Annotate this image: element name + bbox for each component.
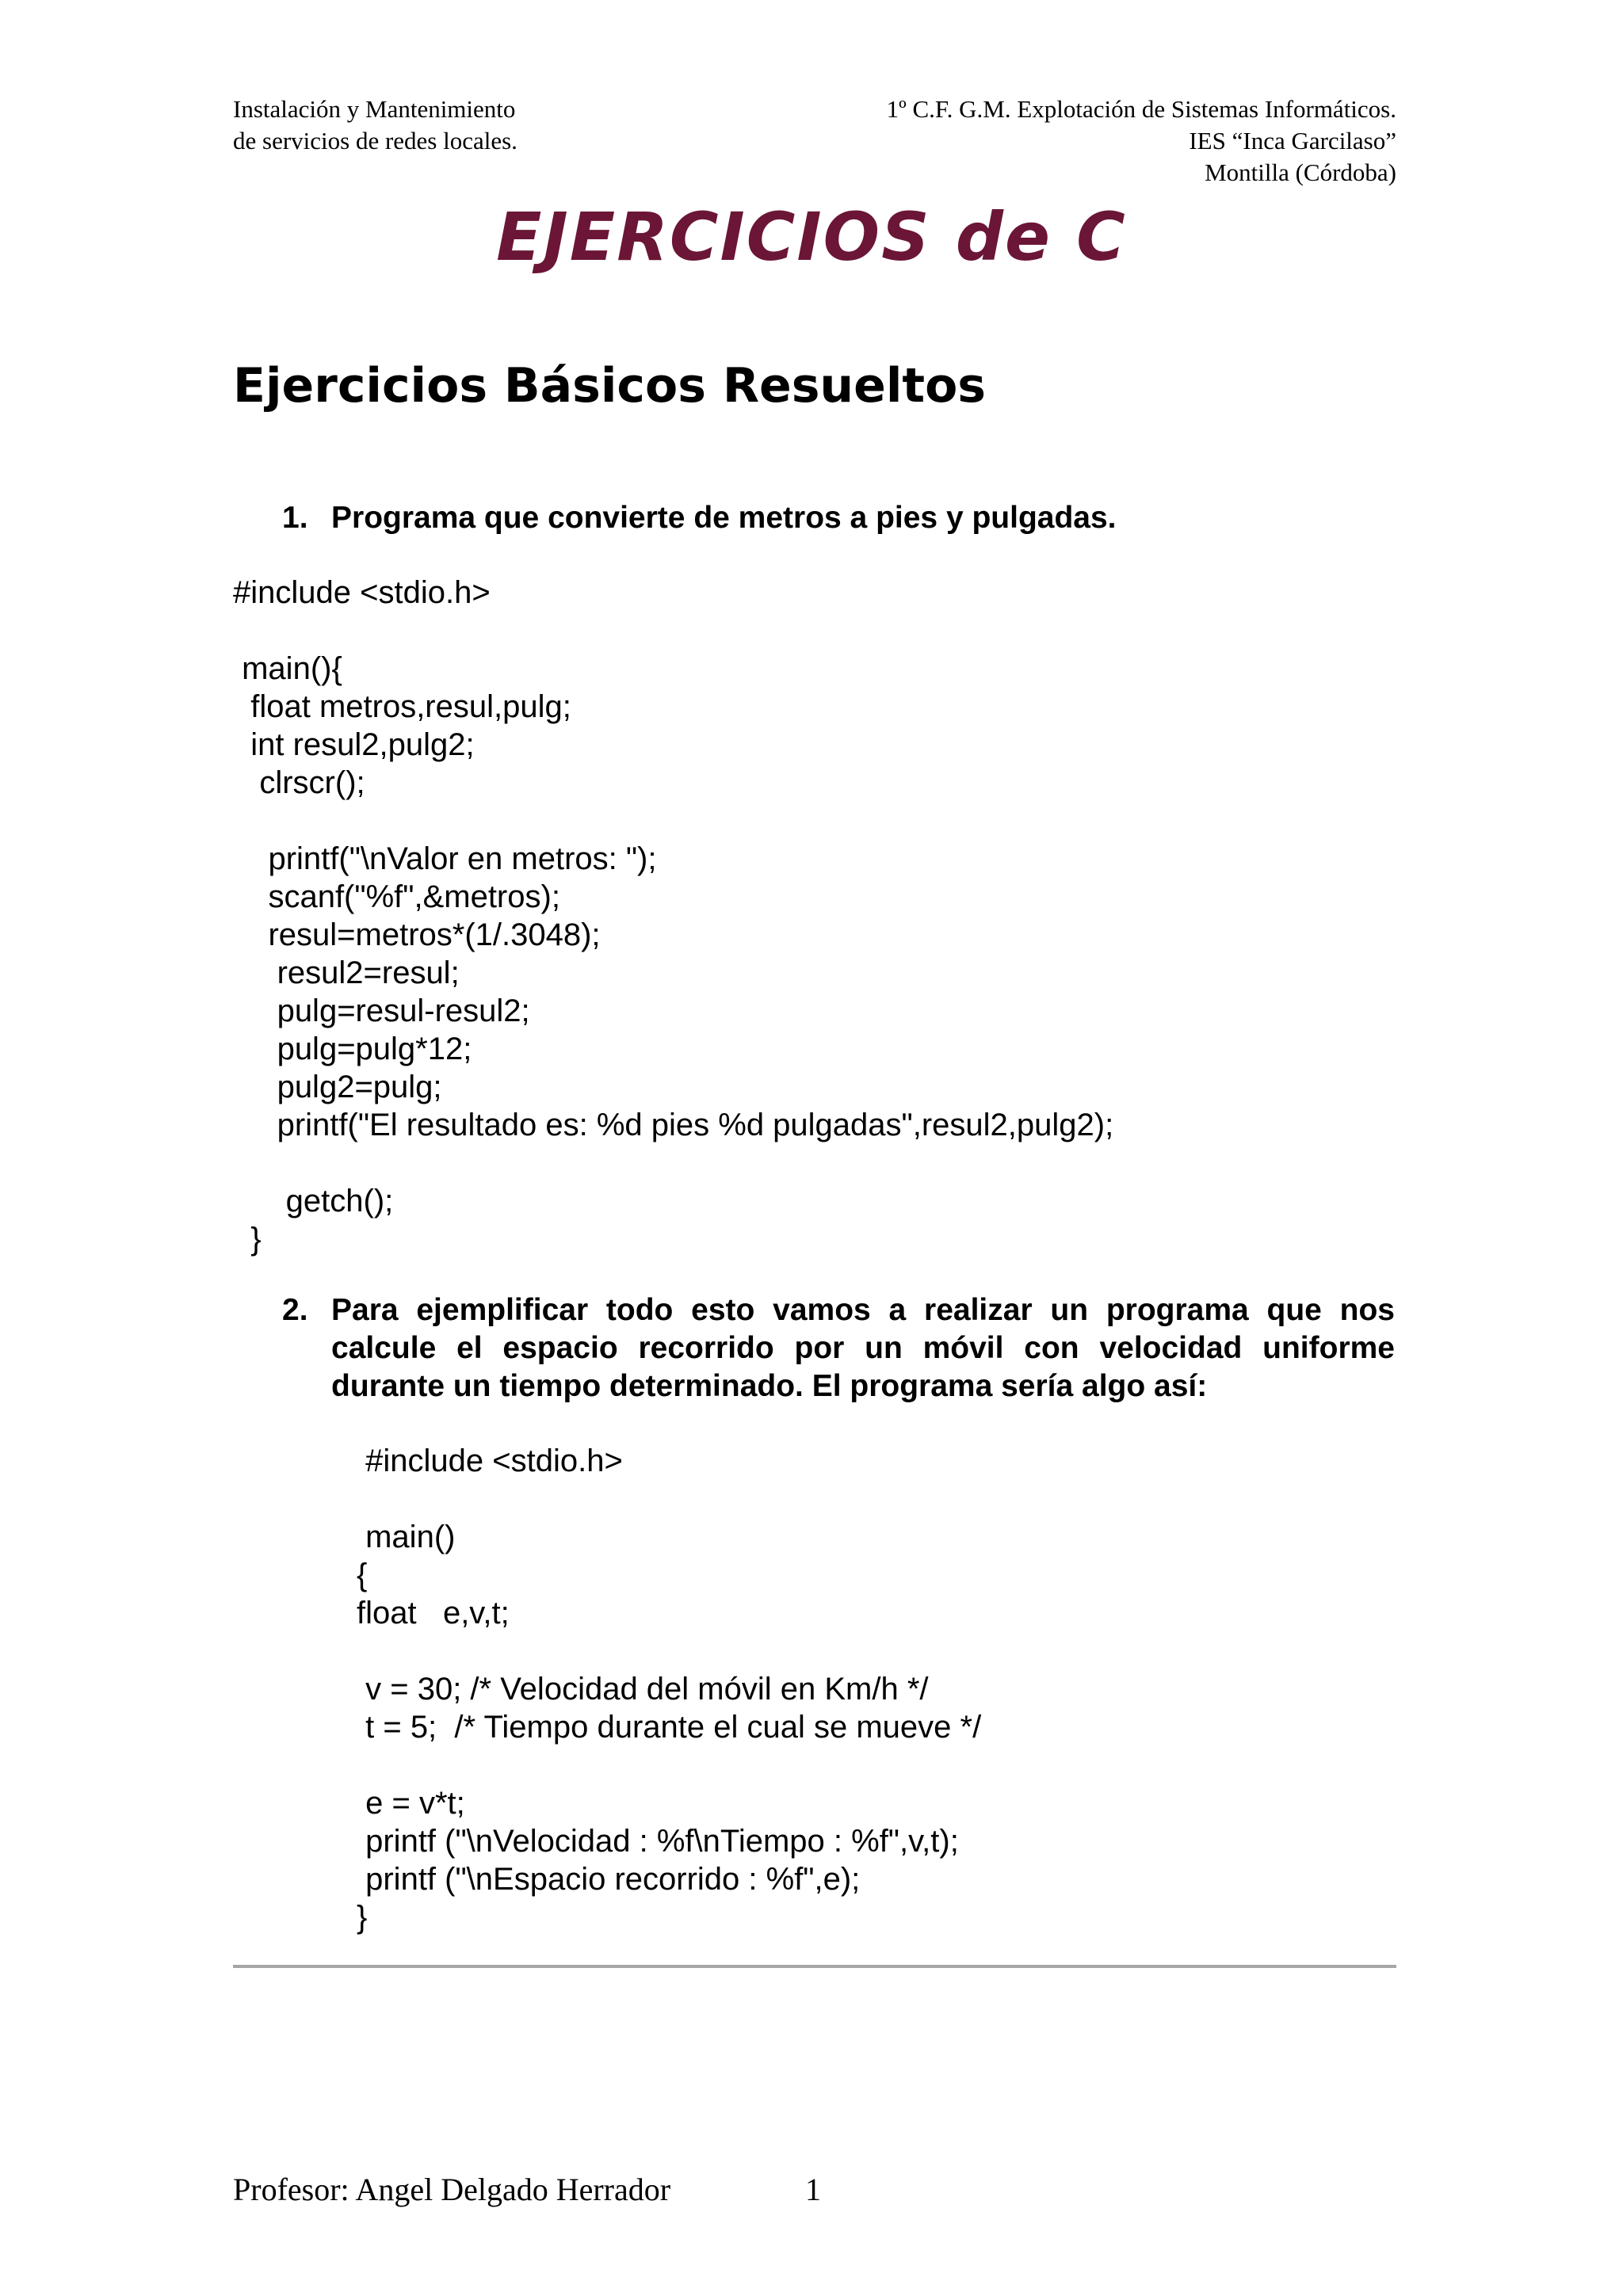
page-number: 1: [805, 2172, 821, 2207]
exercise-2-number: 2.: [282, 1293, 308, 1327]
code-line: [233, 802, 1113, 840]
code-line: printf ("\nVelocidad : %f\nTiempo : %f",v,t);: [357, 1824, 959, 1859]
code-line: #include <stdio.h>: [357, 1444, 623, 1478]
code-line: t = 5; /* Tiempo durante el cual se mueve */: [357, 1710, 982, 1745]
code-line: pulg2=pulg;: [233, 1070, 442, 1104]
header-left-line-1: Instalación y Mantenimiento: [233, 95, 516, 123]
code-line: main(){: [233, 651, 342, 686]
code-line: [233, 612, 1113, 650]
header-right-line-2: IES “Inca Garcilaso”: [1189, 127, 1396, 154]
code-line: e = v*t;: [357, 1786, 465, 1821]
code-line: int resul2,pulg2;: [233, 727, 475, 762]
code-line: pulg=resul-resul2;: [233, 994, 530, 1028]
code-line: printf ("\nEspacio recorrido : %f",e);: [357, 1862, 861, 1897]
header-right: [887, 93, 1396, 189]
code-line: [357, 1746, 981, 1784]
code-line: {: [357, 1558, 368, 1592]
code-line: resul=metros*(1/.3048);: [233, 917, 601, 952]
header-left-line-2: de servicios de redes locales.: [233, 127, 517, 154]
code-line: resul2=resul;: [233, 955, 460, 990]
header-left: [233, 93, 517, 157]
code-line: float e,v,t;: [357, 1596, 510, 1630]
code-line: #include <stdio.h>: [233, 575, 491, 610]
exercise-1-title: Programa que convierte de metros a pies y pulgadas.: [331, 501, 1117, 535]
code-line: [357, 1632, 981, 1670]
footer-author: Profesor: Angel Delgado Herrador: [233, 2172, 671, 2207]
footer-divider: [233, 1965, 1396, 1968]
exercise-1-code: [233, 574, 1113, 1258]
exercise-1-number: 1.: [282, 501, 308, 535]
document-title: EJERCICIOS de C: [496, 198, 1127, 276]
code-line: printf("\nValor en metros: ");: [233, 841, 657, 876]
exercise-2-title: Para ejemplificar todo esto vamos a realizar un programa que nos calcule el espacio recorrido por un móvil con velocidad uniforme durante un tiempo determinado. El programa sería algo así:: [331, 1293, 1395, 1403]
code-line: getch();: [233, 1184, 394, 1219]
code-line: scanf("%f",&metros);: [233, 879, 560, 914]
section-title: Ejercicios Básicos Resueltos: [233, 358, 987, 414]
exercise-2-code: [357, 1442, 981, 1936]
code-line: printf("El resultado es: %d pies %d pulgadas",resul2,pulg2);: [233, 1108, 1114, 1142]
code-line: v = 30; /* Velocidad del móvil en Km/h */: [357, 1672, 929, 1707]
code-line: float metros,resul,pulg;: [233, 689, 571, 724]
header-right-line-1: 1º C.F. G.M. Explotación de Sistemas Informáticos.: [886, 95, 1396, 123]
code-line: main(): [357, 1520, 456, 1554]
code-line: }: [233, 1222, 262, 1257]
code-line: [233, 1144, 1113, 1182]
code-line: }: [357, 1900, 368, 1935]
header-right-line-3: Montilla (Córdoba): [1205, 158, 1396, 186]
code-line: [357, 1480, 981, 1518]
code-line: clrscr();: [233, 765, 365, 800]
code-line: pulg=pulg*12;: [233, 1032, 472, 1066]
